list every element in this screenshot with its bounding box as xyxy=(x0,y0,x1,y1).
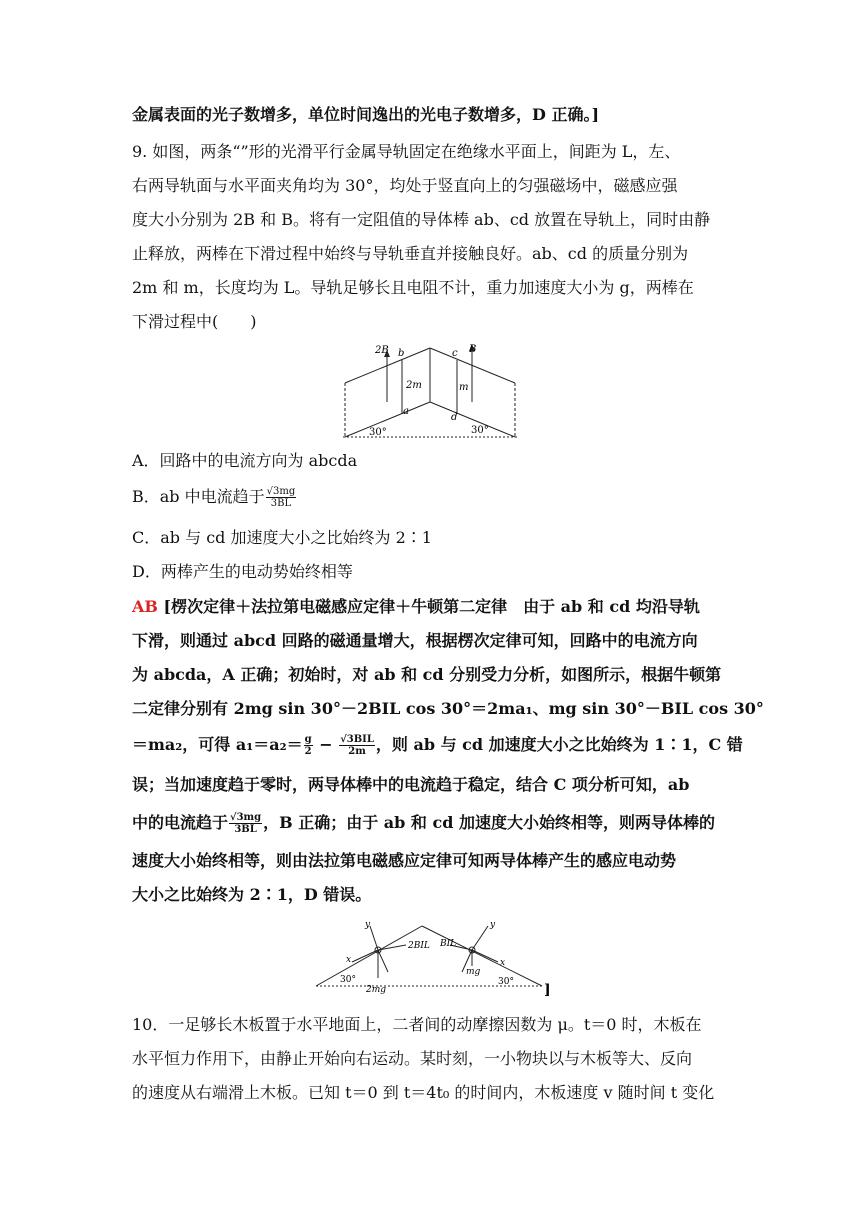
q10-line-1: 10．一足够长木板置于水平地面上，二者间的动摩擦因数为 μ。t＝0 时，木板在 xyxy=(132,1015,702,1034)
q9-line-5: 2m 和 m，长度均为 L。导轨足够长且电阻不计，重力加速度大小为 g，两棒在 xyxy=(132,278,694,297)
answer-key: AB xyxy=(132,597,158,616)
answer-line-5: ＝ma₂，可得 a₁＝a₂＝ $\frac{g}{2}$ − $\frac{\text{√3BIL}}{2m}$ ，则 ab 与 cd 加速度大小之比始终为 1∶1，C 错 xyxy=(132,734,743,757)
force-2BIL-label: 2BIL xyxy=(408,941,430,951)
right-y-axis-label: y xyxy=(490,920,496,930)
label-a: a xyxy=(403,406,409,417)
right-x-axis-label: x xyxy=(500,958,506,968)
label-c: c xyxy=(452,348,458,359)
answer-line-3: 为 abcda，A 正确；初始时，对 ab 和 cd 分别受力分析，如图所示，根据牛顿第 xyxy=(132,665,722,684)
option-d: D．两棒产生的电动势始终相等 xyxy=(132,562,353,581)
rails-figure xyxy=(335,340,525,440)
option-b-prefix: B．ab 中电流趋于 xyxy=(132,487,265,506)
2mg-label: 2mg xyxy=(366,985,387,995)
option-b-fraction: $\frac{√3mg}{3BL}$ xyxy=(266,486,296,509)
option-c: C．ab 与 cd 加速度大小之比始终为 2∶1 xyxy=(132,528,432,547)
label-d: d xyxy=(451,412,458,423)
left-x-axis-label: x xyxy=(346,955,352,965)
label-2m: 2m xyxy=(406,380,422,391)
answer-line-1: AB [楞次定律＋法拉第电磁感应定律＋牛顿第二定律 由于 ab 和 cd 均沿导轨 xyxy=(132,597,700,616)
left-y-axis-label: y xyxy=(365,920,371,930)
q10-line-3: 的速度从右端滑上木板。已知 t＝0 到 t＝4t₀ 的时间内，木板速度 v 随时间 t 变化 xyxy=(132,1083,715,1102)
q9-line-1: 9. 如图，两条“”形的光滑平行金属导轨固定在绝缘水平面上，间距为 L，左、 xyxy=(132,142,681,161)
mg-label: mg xyxy=(466,967,481,977)
answer-line-4: 二定律分别有 2mg sin 30°－2BIL cos 30°＝2ma₁、mg sin 30°－BIL cos 30° xyxy=(132,699,764,718)
answer-line-8: 速度大小始终相等，则由法拉第电磁感应定律可知两导体棒产生的感应电动势 xyxy=(132,851,677,870)
option-b xyxy=(132,486,297,509)
left-angle-label: 30° xyxy=(340,975,356,985)
option-a: A．回路中的电流方向为 abcda xyxy=(132,451,358,470)
label-m: m xyxy=(459,382,469,393)
closing-bracket: ] xyxy=(544,982,551,998)
intro-line: 金属表面的光子数增多，单位时间逸出的光电子数增多，D 正确。] xyxy=(132,105,600,124)
q9-line-2: 右两导轨面与水平面夹角均为 30°，均处于竖直向上的匀强磁场中，磁感应强 xyxy=(132,176,678,195)
force-diagram xyxy=(310,918,560,1000)
q10-line-2: 水平恒力作用下，由静止开始向右运动。某时刻，一小物块以与木板等大、反向 xyxy=(132,1049,693,1068)
force-BIL-label: BIL xyxy=(440,939,457,949)
q9-line-4: 止释放，两棒在下滑过程中始终与导轨垂直并接触良好。ab、cd 的质量分别为 xyxy=(132,244,689,263)
answer-line-9: 大小之比始终为 2∶1，D 错误。 xyxy=(132,885,372,904)
right-angle-label: 30° xyxy=(498,977,514,987)
label-B: B xyxy=(469,344,477,355)
answer-line-7: 中的电流趋于 $\frac{√3mg}{3BL}$ ，B 正确；由于 ab 和 cd 加速度大小始终相等，则两导体棒的 xyxy=(132,812,715,835)
label-b: b xyxy=(398,348,405,359)
angle-right: 30° xyxy=(471,425,489,436)
label-2B: 2B xyxy=(375,345,389,356)
answer-line-6: 误；当加速度趋于零时，两导体棒中的电流趋于稳定，结合 C 项分析可知，ab xyxy=(132,775,690,794)
q9-line-3: 度大小分别为 2B 和 B。将有一定阻值的导体棒 ab、cd 放置在导轨上，同时由静 xyxy=(132,210,711,229)
q9-line-6: 下滑过程中( ) xyxy=(132,312,257,331)
angle-left: 30° xyxy=(369,427,387,438)
answer-line-2: 下滑，则通过 abcd 回路的磁通量增大，根据楞次定律可知，回路中的电流方向 xyxy=(132,631,698,650)
